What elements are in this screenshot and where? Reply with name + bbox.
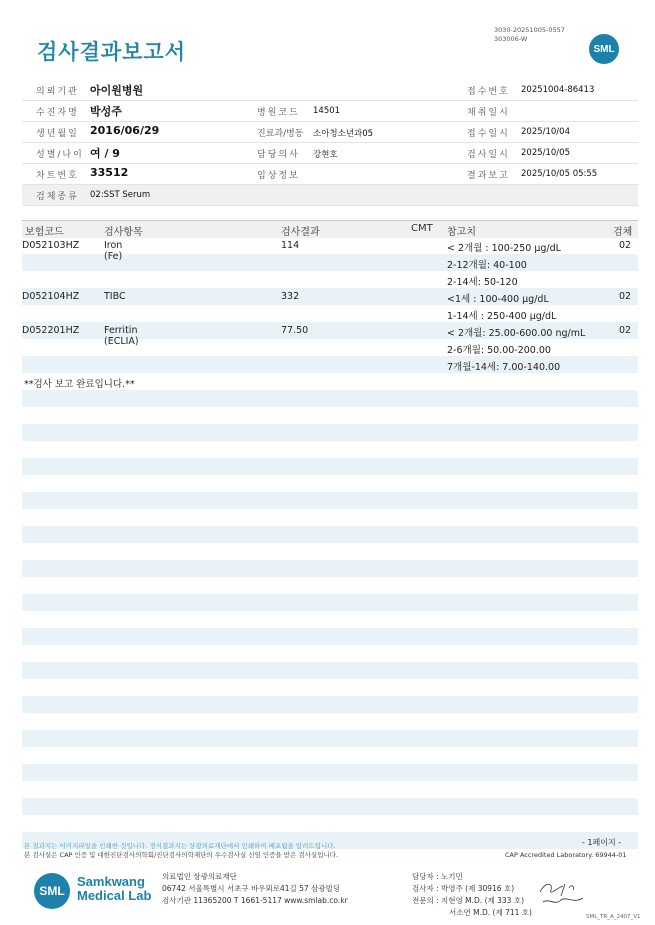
- org-address: 06742 서울특별시 서초구 바우뫼로41길 57 삼광빌딩: [162, 884, 341, 893]
- cell-reference: <1세 : 100-400 μg/dL: [447, 294, 549, 305]
- row-stripe: [22, 662, 638, 679]
- cell-item: Iron (Fe): [104, 240, 123, 262]
- brand-line-1: Samkwang: [77, 874, 145, 889]
- staff-name: 서소연 M.D. (제 711 호): [449, 908, 532, 917]
- brand-line-2: Medical Lab: [77, 888, 152, 903]
- cell-specimen: 02: [619, 291, 632, 302]
- label-doctor: 담당의사: [257, 150, 300, 160]
- staff-name: 노기민: [441, 872, 463, 881]
- cell-reference: 2-6개월: 50.00-200.00: [447, 345, 551, 356]
- value-doctor: 강현호: [313, 150, 338, 160]
- label-test-date: 검사일시: [467, 150, 510, 160]
- label-department: 진료과/병동: [257, 129, 304, 139]
- cell-reference: 7개월-14세: 7.00-140.00: [447, 362, 561, 373]
- info-row-4: [22, 143, 638, 164]
- staff-role: 담당자 :: [412, 872, 439, 881]
- staff-row: [412, 871, 532, 883]
- staff-name: 지현영 M.D. (제 333 호): [441, 896, 524, 905]
- value-test-date: 2025/10/05: [521, 148, 570, 158]
- sml-logo: [589, 34, 619, 64]
- row-stripe: [22, 594, 638, 611]
- signature-image: [535, 878, 590, 908]
- cell-result: 77.50: [281, 325, 309, 336]
- info-row-3: [22, 122, 638, 143]
- row-stripe: [22, 560, 638, 577]
- info-row-6: [22, 185, 638, 206]
- row-stripe: [22, 730, 638, 747]
- cell-code: D052201HZ: [22, 325, 80, 336]
- doc-codes: [494, 26, 565, 44]
- label-receipt-no: 접수번호: [467, 87, 510, 97]
- row-stripe: [22, 526, 638, 543]
- value-chart-no: 33512: [90, 166, 129, 179]
- row-stripe: [22, 696, 638, 713]
- row-stripe: [22, 458, 638, 475]
- info-row-5: [22, 164, 638, 185]
- cell-reference: 2-14세: 50-120: [447, 277, 518, 288]
- org-info: [162, 871, 348, 907]
- cell-reference: < 2개월 : 100-250 μg/dL: [447, 243, 561, 254]
- value-department: 소아청소년과05: [313, 129, 374, 139]
- staff-row: [412, 895, 532, 907]
- label-birthdate: 생년월일: [36, 129, 79, 139]
- label-specimen-type: 검체종류: [36, 192, 79, 202]
- th-test-item: 검사항목: [104, 227, 143, 238]
- label-sex-age: 성별/나이: [36, 150, 84, 160]
- cap-accredited: CAP Accredited Laboratory. 69944-01: [505, 851, 627, 859]
- value-requesting-org: 아이원병원: [90, 84, 144, 97]
- value-sex-age: 여 / 9: [90, 147, 120, 160]
- doc-code-2: 303006-W: [494, 35, 528, 43]
- staff-list: [412, 871, 532, 919]
- cell-code: D052104HZ: [22, 291, 80, 302]
- sml-footer-logo: [34, 873, 70, 909]
- cell-result: 114: [281, 240, 300, 251]
- org-contact: 검사기관 11365200 T 1661-5117 www.smlab.co.kr: [162, 896, 348, 905]
- th-reference: 참고치: [447, 227, 476, 238]
- row-stripe: [22, 390, 638, 407]
- value-receipt-date: 2025/10/04: [521, 127, 570, 137]
- cell-reference: < 2개월: 25.00-600.00 ng/mL: [447, 328, 586, 339]
- sml-footer-logo-icon: SML: [34, 873, 70, 909]
- org-name: 의료법인 삼광의료재단: [162, 872, 237, 881]
- cell-code: D052103HZ: [22, 240, 80, 251]
- completion-note: **검사 보고 완료입니다.**: [24, 379, 135, 390]
- th-result: 검사결과: [281, 227, 320, 238]
- page-title: 검사결과보고서: [37, 40, 187, 64]
- doc-code-1: 3030-20251005-0557: [494, 26, 565, 34]
- cell-item: Ferritin (ECLIA): [104, 325, 139, 347]
- cell-result: 332: [281, 291, 300, 302]
- th-insurance-code: 보험코드: [25, 227, 64, 238]
- cell-specimen: 02: [619, 240, 632, 251]
- row-stripe: [22, 492, 638, 509]
- label-requesting-org: 의뢰기관: [36, 87, 79, 97]
- label-hospital-code: 병원코드: [257, 108, 300, 118]
- row-stripe: [22, 798, 638, 815]
- staff-role: 전문의 :: [412, 896, 439, 905]
- label-chart-no: 차트번호: [36, 171, 79, 181]
- cell-specimen: 02: [619, 325, 632, 336]
- info-row-2: [22, 101, 638, 122]
- results-table-header: [22, 220, 638, 238]
- th-specimen: 검체: [613, 227, 633, 238]
- sml-logo-icon: SML: [589, 34, 619, 64]
- cell-reference: 1-14세 : 250-400 μg/dL: [447, 311, 557, 322]
- value-birthdate: 2016/06/29: [90, 124, 160, 137]
- cell-reference: 2-12개월: 40-100: [447, 260, 527, 271]
- staff-row: [412, 907, 532, 919]
- cap-note: 본 검사실은 CAP 인증 및 대한진단검사의학회/진단검사의학재단의 우수검사실 신임 인증을 받은 검사실입니다.: [24, 851, 339, 859]
- page-number: - 1페이지 -: [582, 838, 622, 847]
- label-report-date: 결과보고: [467, 171, 510, 181]
- row-stripe: [22, 628, 638, 645]
- label-receipt-date: 접수일시: [467, 129, 510, 139]
- label-clinical-info: 임상정보: [257, 171, 300, 181]
- value-specimen-type: 02:SST Serum: [90, 190, 151, 200]
- th-cmt: CMT: [411, 223, 433, 234]
- label-patient-name: 수진자명: [36, 108, 79, 118]
- value-receipt-no: 20251004-86413: [521, 85, 595, 95]
- staff-row: [412, 883, 532, 895]
- staff-role: 검사자 :: [412, 884, 439, 893]
- value-patient-name: 박성주: [90, 105, 122, 118]
- label-collection-date: 채취일시: [467, 108, 510, 118]
- staff-name: 박영주 (제 30916 호): [441, 884, 515, 893]
- info-row-1: [22, 80, 638, 101]
- cell-item: TIBC: [104, 291, 126, 302]
- value-hospital-code: 14501: [313, 106, 341, 116]
- row-stripe: [22, 764, 638, 781]
- brand-name: [77, 875, 151, 903]
- form-code: SML_TR_A_2407_V1: [586, 914, 641, 920]
- row-stripe: [22, 424, 638, 441]
- value-report-date: 2025/10/05 05:55: [521, 169, 598, 179]
- image-print-note: 본 결과지는 이미지파일을 인쇄한 것입니다. 정식결과지는 상광의료재단에서 인쇄하여 배포됨을 알려드립니다.: [24, 842, 336, 850]
